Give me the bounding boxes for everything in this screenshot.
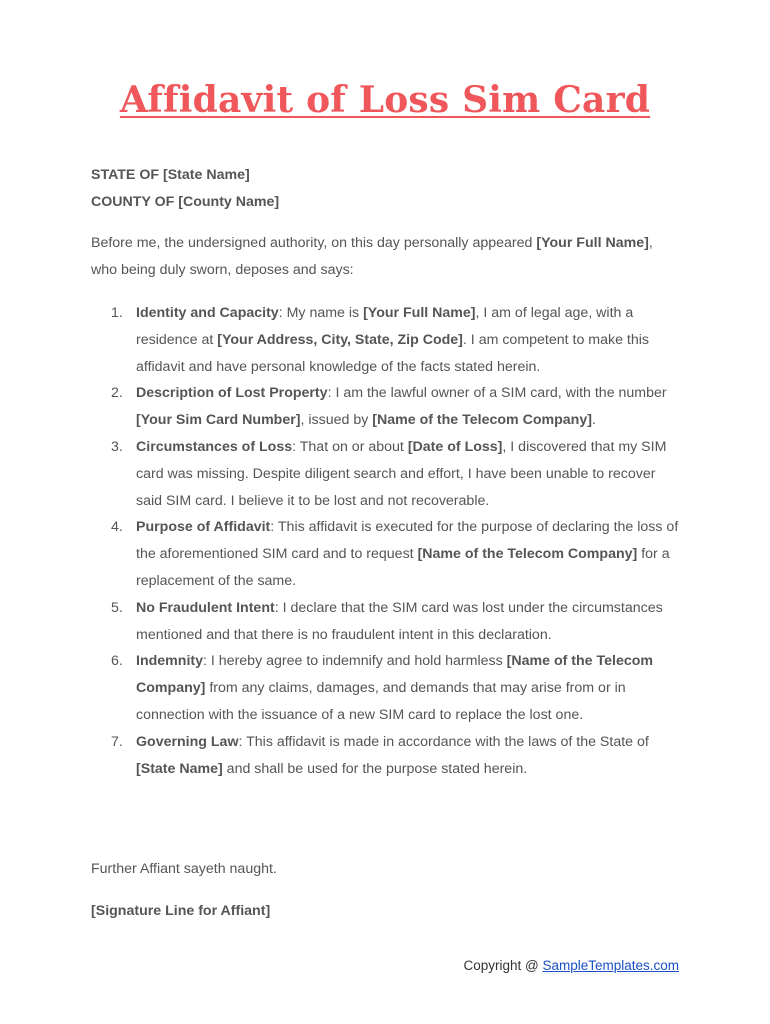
intro-before: Before me, the undersigned authority, on this day personally appeared	[91, 235, 537, 251]
item-heading: Governing Law	[136, 733, 239, 750]
placeholder-telecom-company: [Name of the Telecom Company]	[372, 412, 592, 429]
item-text: for a replacement of the same.	[136, 546, 670, 589]
item-number: 5.	[111, 599, 123, 616]
placeholder-address: [Your Address, City, State, Zip Code]	[217, 331, 463, 348]
list-item	[91, 648, 681, 728]
placeholder-telecom-company: [Name of the Telecom Company]	[417, 546, 638, 563]
item-number: 6.	[111, 653, 123, 670]
affidavit-statements-list	[91, 300, 681, 782]
item-text: and shall be used for the purpose stated herein.	[222, 760, 528, 777]
placeholder-full-name: [Your Full Name]	[363, 305, 476, 321]
list-item	[91, 434, 681, 514]
placeholder-state-name: [State Name]	[136, 760, 223, 777]
item-heading: Circumstances of Loss	[136, 438, 293, 455]
item-text: , issued by	[300, 412, 373, 429]
placeholder-telecom-company: [Name of the Telecom Company]	[136, 653, 654, 697]
item-text: from any claims, damages, and demands that may arise from or in connection with the issuance of a new SIM card to replace the lost one.	[136, 680, 626, 723]
item-number: 3.	[111, 438, 123, 455]
sampletemplates-link[interactable]: SampleTemplates.com	[542, 958, 679, 973]
item-text: : This affidavit is made in accordance with the laws of the State of	[238, 733, 649, 750]
list-item	[91, 514, 681, 594]
intro-name-placeholder: [Your Full Name]	[536, 235, 649, 251]
intro-paragraph	[91, 230, 681, 283]
list-item	[91, 595, 681, 649]
item-text: , I am of legal age, with a residence at	[136, 305, 634, 348]
item-text: . I am competent to make this affidavit and have personal knowledge of the facts stated herein.	[136, 331, 650, 375]
list-item	[91, 729, 681, 783]
item-text: : I declare that the SIM card was lost under the circumstances mentioned and that there is no fraudulent intent in this declaration.	[136, 599, 663, 643]
placeholder-date-of-loss: [Date of Loss]	[407, 438, 503, 455]
county-line: COUNTY OF [County Name]	[91, 193, 280, 210]
item-number: 4.	[111, 519, 123, 536]
item-heading: No Fraudulent Intent	[136, 599, 275, 616]
item-number: 7.	[111, 733, 123, 750]
item-number: 2.	[111, 385, 123, 402]
state-line: STATE OF [State Name]	[91, 167, 250, 183]
list-item	[91, 300, 681, 380]
item-text: : My name is	[278, 305, 364, 321]
item-heading: Description of Lost Property	[136, 385, 328, 402]
copyright-prefix: Copyright @	[463, 958, 543, 973]
item-heading: Identity and Capacity	[136, 305, 279, 321]
item-text: .	[591, 412, 596, 429]
item-text: : This affidavit is executed for the purpose of declaring the loss of the aforementioned SIM card and to request	[136, 519, 679, 563]
item-heading: Indemnity	[136, 653, 204, 670]
copyright-footer	[463, 958, 679, 973]
document-title: Affidavit of Loss Sim Card	[119, 79, 651, 121]
item-heading: Purpose of Affidavit	[136, 519, 271, 536]
jurisdiction-block	[91, 162, 681, 215]
item-text: , I discovered that my SIM card was missing. Despite diligent search and effort, I have been unable to recover said SIM card. I believe it to be lost and not recoverable.	[136, 438, 667, 509]
placeholder-sim-number: [Your Sim Card Number]	[136, 412, 301, 429]
item-text: : I am the lawful owner of a SIM card, with the number	[327, 385, 667, 402]
item-number: 1.	[111, 305, 123, 321]
signature-line: [Signature Line for Affiant]	[91, 903, 271, 919]
intro-after: , who being duly sworn, deposes and says:	[91, 235, 653, 278]
item-text: : I hereby agree to indemnify and hold harmless	[203, 653, 507, 670]
item-text: : That on or about	[292, 438, 408, 455]
closing-statement: Further Affiant sayeth naught.	[91, 861, 277, 877]
list-item	[91, 380, 681, 434]
